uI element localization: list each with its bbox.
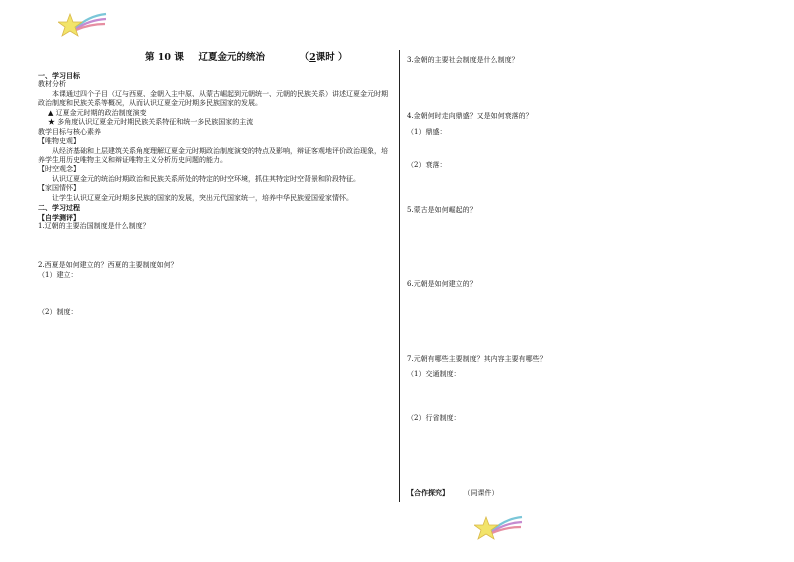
sub-question: （1）建立： xyxy=(38,270,78,279)
question: 3.金朝的主要社会制度是什么制度？ xyxy=(407,56,519,64)
question: 6.元朝是如何建立的？ xyxy=(407,280,477,288)
key-point: ★ 多角度认识辽夏金元时期民族关系特征和统一多民族国家的主流 xyxy=(48,118,254,127)
hours-suffix: 课时 ） xyxy=(315,52,348,63)
page-title xyxy=(145,52,348,65)
hours-number: 2 xyxy=(309,52,316,63)
literacy-tag: 【时空观念】 xyxy=(38,165,80,174)
literacy-tag: 【唯物史观】 xyxy=(38,137,80,146)
lesson-name: 辽夏金元的统治 xyxy=(198,52,265,63)
question: 7.元朝有哪些主要制度？其内容主要有哪些？ xyxy=(407,355,547,363)
literacy-text: 让学生认识辽夏金元时期多民族的国家的发展，突出元代国家统一，培养中华民族爱国爱家情怀。 xyxy=(52,193,353,202)
literacy-tag: 【家国情怀】 xyxy=(38,184,80,193)
key-point: ▲ 辽夏金元时期的政治制度演变 xyxy=(48,108,147,117)
materials-text: 本课通过四个子目（辽与西夏、金朝入主中原、从蒙古崛起到元朝统一、元朝的民族关系）讲述辽夏金元时期政治制度和民族关系等概况，从而认识辽夏金元时期多民族国家的发展。 xyxy=(38,89,388,108)
literacy-text: 从经济基础和上层建筑关系角度理解辽夏金元时期政治制度演变的特点及影响，辩证客观地评价政治现象，培养学生用历史唯物主义和辩证唯物主义分析历史问题的能力。 xyxy=(38,146,388,164)
materials-label: 教材分析 xyxy=(38,80,66,89)
question: 2.西夏是如何建立的？西夏的主要制度如何？ xyxy=(38,261,178,270)
shooting-star-icon xyxy=(474,513,524,547)
lesson-number: 第 10 课 xyxy=(145,52,184,63)
column-divider xyxy=(399,50,400,502)
sub-question: （1）鼎盛： xyxy=(407,128,447,136)
goals-label: 教学目标与核心素养 xyxy=(38,127,101,136)
question: 5.蒙古是如何崛起的？ xyxy=(407,206,477,214)
literacy-text: 认识辽夏金元的统治时期政治和民族关系所处的特定的时空环境，抓住其特定时空背景和阶段特征。 xyxy=(52,174,360,183)
sub-question: （1）交通制度： xyxy=(407,370,461,378)
question: 1.辽朝的主要治国制度是什么制度？ xyxy=(38,222,150,230)
sub-question: （2）制度： xyxy=(38,308,78,317)
question: 4.金朝何时走向鼎盛？又是如何衰落的？ xyxy=(407,112,533,120)
sub-question: （2）衰落： xyxy=(407,161,447,169)
left-column xyxy=(38,71,393,318)
cooperation-section xyxy=(407,488,777,498)
cooperation-text: （同课件） xyxy=(463,489,499,497)
sub-question: （2）行省制度： xyxy=(407,414,461,422)
shooting-star-icon xyxy=(58,10,108,44)
section-heading: 一、学习目标 xyxy=(38,71,80,80)
hours-prefix: （ xyxy=(299,52,310,63)
cooperation-tag: 【合作探究】 xyxy=(407,488,449,497)
selftest-tag: 【自学测评】 xyxy=(38,212,80,222)
section-heading: 二、学习过程 xyxy=(38,203,80,213)
